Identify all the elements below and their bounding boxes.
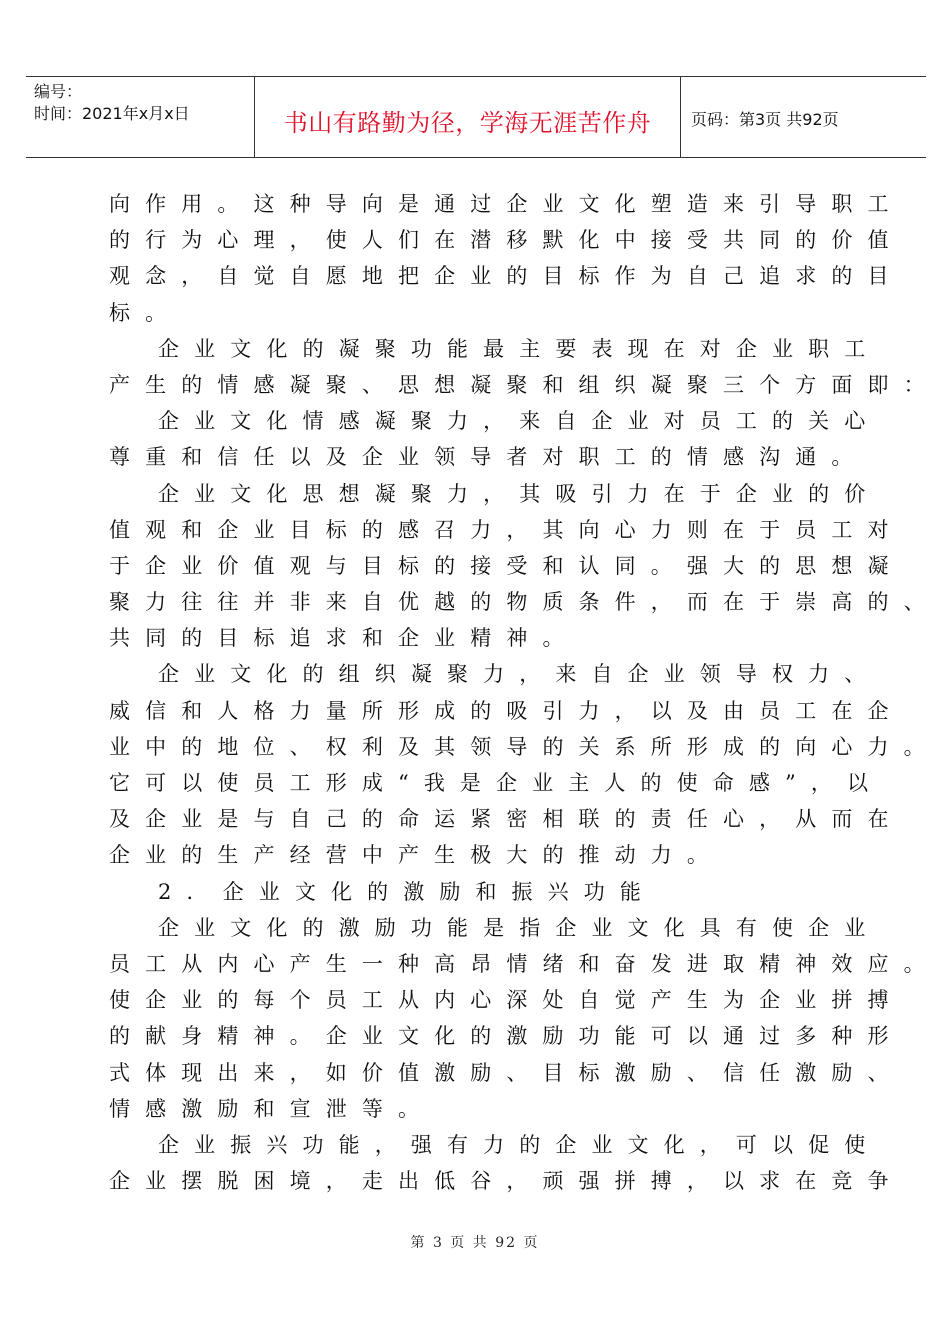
paragraph-start-line: 企业文化的凝聚功能最主要表现在对企业职工: [158, 336, 881, 361]
text-line: 聚力往往并非来自优越的物质条件，而在于崇高的、: [109, 590, 940, 615]
text-line: 标。: [109, 300, 182, 325]
document-time-label: 时间：2021年x月x日: [34, 104, 190, 123]
text-line: 情感激励和宣泄等。: [109, 1096, 435, 1121]
paragraph-start-line: 企业振兴功能，强有力的企业文化，可以促使: [158, 1132, 881, 1157]
page-footer: 第 3 页 共 92 页: [410, 1235, 540, 1251]
paragraph-start-line: 企业文化情感凝聚力，来自企业对员工的关心: [158, 409, 881, 434]
text-line: 它可以使员工形成“我是企业主人的使命感”，以: [109, 771, 884, 795]
paragraph-start-line: 企业文化思想凝聚力，其吸引力在于企业的价: [158, 481, 881, 506]
text-line: 式体现出来，如价值激励、目标激励、信任激励、: [109, 1060, 904, 1085]
header-motto: 书山有路勤为径，学海无涯苦作舟: [283, 109, 652, 137]
body-text: [109, 186, 940, 1199]
text-line: 产生的情感凝聚、思想凝聚和组织凝聚三个方面即：: [109, 372, 940, 397]
text-line: 于企业价值观与目标的接受和认同。强大的思想凝: [109, 553, 904, 578]
text-line: 企业的生产经营中产生极大的推动力。: [109, 843, 724, 868]
text-line: 企业摆脱困境，走出低谷，顽强拼搏，以求在竞争: [109, 1169, 904, 1194]
text-line: 业中的地位、权利及其领导的关系所形成的向心力。: [109, 734, 940, 759]
text-line: 的行为心理，使人们在潜移默化中接受共同的价值: [109, 228, 904, 253]
header-page-info: 页码：第3页 共92页: [691, 110, 839, 129]
text-line: 尊重和信任以及企业领导者对职工的情感沟通。: [109, 445, 868, 470]
text-line: 使企业的每个员工从内心深处自觉产生为企业拼搏: [109, 988, 904, 1013]
header-page-cell: [681, 77, 926, 157]
text-line: 向作用。这种导向是通过企业文化塑造来引导职工: [109, 192, 904, 216]
text-line: 及企业是与自己的命运紧密相联的责任心，从而在: [109, 807, 904, 832]
text-line: 的献身精神。企业文化的激励功能可以通过多种形: [109, 1024, 904, 1049]
header-motto-cell: [255, 77, 681, 157]
text-line: 值观和企业目标的感召力，其向心力则在于员工对: [109, 517, 904, 542]
paragraph-start-line: 企业文化的激励功能是指企业文化具有使企业: [158, 915, 881, 940]
paragraph-start-line: 企业文化的组织凝聚力，来自企业领导权力、: [158, 662, 881, 687]
text-line: 共同的目标追求和企业精神。: [109, 626, 579, 651]
document-header: [26, 76, 926, 158]
text-line: 观念，自觉自愿地把企业的目标作为自己追求的目: [109, 264, 904, 289]
text-line: 员工从内心产生一种高昂情绪和奋发进取精神效应。: [109, 951, 940, 976]
header-meta-cell: [26, 77, 255, 157]
text-line: 威信和人格力量所形成的吸引力，以及由员工在企: [109, 698, 904, 723]
document-number-label: 编号：: [34, 82, 83, 101]
section-heading: 2．企业文化的激励和振兴功能: [158, 879, 657, 904]
